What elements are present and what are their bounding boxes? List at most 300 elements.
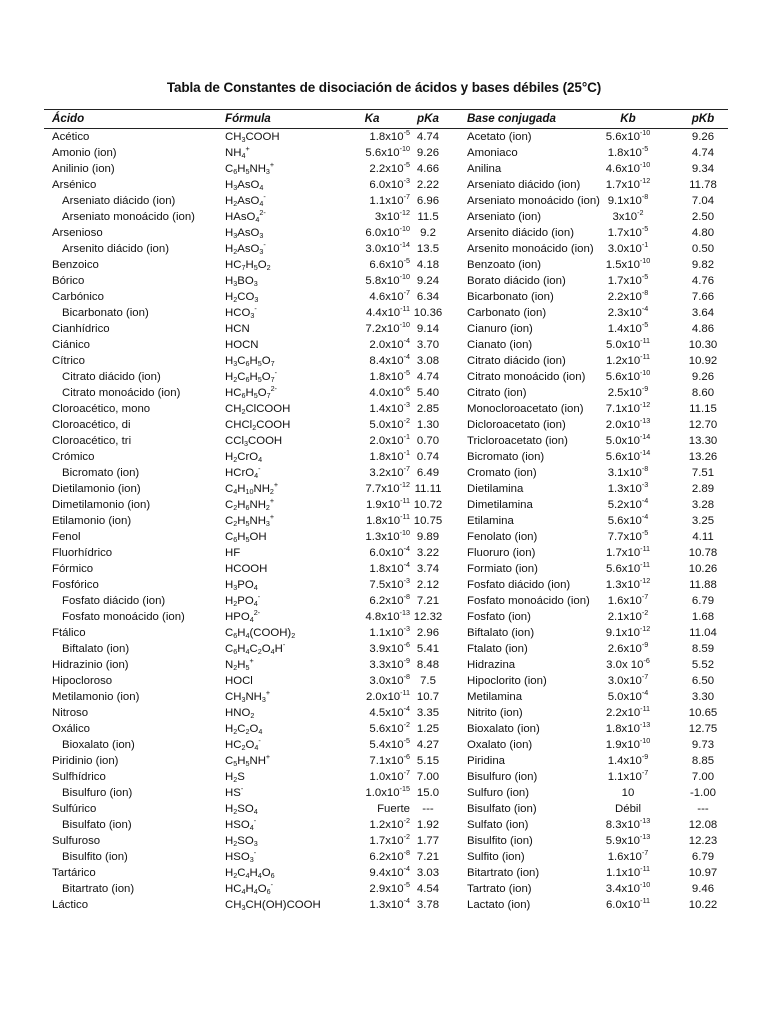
pka-value: 1.77 [416, 835, 440, 847]
table-row [44, 129, 728, 145]
formula: $H_3AsO_4$ [225, 179, 264, 192]
pka-value: 10.7 [416, 691, 440, 703]
pka-value: 3.22 [416, 547, 440, 559]
pkb-value: 10.78 [688, 547, 718, 559]
ka-value: $1.1x10^{-3}$ [369, 624, 410, 639]
ka-value: $1.8x10^{-1}$ [369, 448, 410, 463]
table-row [44, 673, 728, 689]
kb-value: $1.3x10^{-12}$ [605, 576, 651, 591]
table-row [44, 833, 728, 849]
pka-value: 2.22 [416, 179, 440, 191]
ka-value: $1.0x10^{-7}$ [369, 768, 410, 783]
conjugate-base-name: Fosfato diácido (ion) [467, 579, 571, 591]
conjugate-base-name: Piridina [467, 755, 505, 767]
acid-name: Benzoico [52, 259, 99, 271]
pka-value: 7.5 [420, 675, 436, 687]
acid-name: Fluorhídrico [52, 547, 113, 559]
pka-value: 7.00 [416, 771, 440, 783]
pka-value: 3.78 [416, 899, 440, 911]
table-row [44, 481, 728, 497]
formula: $H_2S$ [225, 771, 245, 784]
formula: HCN [225, 323, 250, 335]
ka-value: $1.7x10^{-2}$ [369, 832, 410, 847]
pkb-value: 4.86 [691, 323, 715, 335]
ka-value: $6.6x10^{-5}$ [369, 256, 410, 271]
ka-value: $2.2x10^{-5}$ [369, 160, 410, 175]
conjugate-base-name: Arseniato diácido (ion) [467, 179, 581, 191]
ka-value: Fuerte [377, 803, 410, 815]
conjugate-base-name: Bicarbonato (ion) [467, 291, 554, 303]
pkb-value: 2.89 [691, 483, 715, 495]
formula: $N_2H_5^+$ [225, 656, 254, 672]
table-row [44, 561, 728, 577]
formula: $C_5H_5NH^+$ [225, 752, 271, 768]
acid-name: Bitartrato (ion) [62, 883, 135, 895]
pka-value: 7.21 [416, 595, 440, 607]
pkb-value: 11.04 [689, 627, 717, 639]
pkb-value: 11.78 [689, 179, 717, 191]
pka-value: 10.72 [413, 499, 443, 511]
ka-value: $1.0x10^{-15}$ [365, 784, 410, 799]
table-row [44, 369, 728, 385]
formula: $H_2SO_4$ [225, 803, 258, 816]
conjugate-base-name: Fluoruro (ion) [467, 547, 536, 559]
acid-name: Bisulfuro (ion) [62, 787, 133, 799]
ka-value: $8.4x10^{-4}$ [369, 352, 410, 367]
acid-name: Dimetilamonio (ion) [52, 499, 151, 511]
pka-value: 6.34 [416, 291, 440, 303]
acid-name: Biftalato (ion) [62, 643, 130, 655]
pkb-value: 7.04 [691, 195, 715, 207]
table-row [44, 801, 728, 817]
pkb-value: 7.51 [691, 467, 715, 479]
kb-value: $5.0x10^{-4}$ [607, 688, 649, 703]
table-row [44, 737, 728, 753]
conjugate-base-name: Benzoato (ion) [467, 259, 542, 271]
acid-name: Fosfato diácido (ion) [62, 595, 166, 607]
pkb-value: 4.74 [691, 147, 715, 159]
kb-value: $6.0x10^{-11}$ [605, 896, 651, 911]
formula: $C_4H_{10}NH_2^+$ [225, 480, 279, 496]
pka-value: 1.30 [416, 419, 440, 431]
conjugate-base-name: Cromato (ion) [467, 467, 537, 479]
table-row [44, 529, 728, 545]
kb-value: $4.6x10^{-10}$ [605, 160, 651, 175]
pka-value: 4.74 [416, 131, 440, 143]
pka-value: 9.89 [416, 531, 440, 543]
ka-value: $1.8x10^{-5}$ [369, 368, 410, 383]
kb-value: Débil [615, 803, 641, 815]
acid-name: Cítrico [52, 355, 85, 367]
pka-value: 0.70 [416, 435, 440, 447]
header-acid: Ácido [52, 112, 85, 125]
formula: HOCN [225, 339, 259, 351]
formula: $H_2C_4H_4O_6$ [225, 867, 275, 880]
ka-value: $5.6x10^{-10}$ [365, 144, 410, 159]
formula: $H_2C_6H_5O_7^-$ [225, 368, 277, 384]
kb-value: $1.4x10^{-5}$ [607, 320, 649, 335]
table-header-row [44, 110, 728, 128]
formula: $HSO_4^-$ [225, 816, 257, 832]
pka-value: 7.21 [416, 851, 440, 863]
acid-name: Arseniato diácido (ion) [62, 195, 176, 207]
kb-value: $5.0x10^{-14}$ [605, 432, 651, 447]
kb-value: $5.0x10^{-11}$ [605, 336, 651, 351]
kb-value: $5.6x10^{-11}$ [605, 560, 651, 575]
conjugate-base-name: Bisulfuro (ion) [467, 771, 538, 783]
conjugate-base-name: Metilamina [467, 691, 523, 703]
table-row [44, 417, 728, 433]
acid-name: Hipocloroso [52, 675, 113, 687]
acid-name: Arsénico [52, 179, 97, 191]
table-row [44, 321, 728, 337]
kb-value: $2.1x10^{-2}$ [607, 608, 649, 623]
formula: HAsO$_4^{2-}$ [225, 208, 266, 224]
pka-value: 6.96 [416, 195, 440, 207]
formula: $C_6H_4C_2O_4H^-$ [225, 640, 286, 656]
conjugate-base-name: Sulfito (ion) [467, 851, 525, 863]
table-row [44, 577, 728, 593]
pkb-value: 1.68 [691, 611, 715, 623]
pkb-value: 10.26 [688, 563, 718, 575]
pkb-value: 6.79 [691, 851, 715, 863]
kb-value: $3.4x10^{-10}$ [605, 880, 651, 895]
conjugate-base-name: Biftalato (ion) [467, 627, 535, 639]
pkb-value: 3.25 [691, 515, 715, 527]
kb-value: $2.0x10^{-13}$ [605, 416, 651, 431]
formula: HS- [225, 784, 244, 799]
formula: $H_2CrO_4$ [225, 451, 263, 464]
acid-name: Etilamonio (ion) [52, 515, 132, 527]
pkb-value: 4.11 [692, 531, 714, 543]
pka-value: 10.36 [413, 307, 443, 319]
table-row [44, 385, 728, 401]
table-row [44, 145, 728, 161]
formula: $NH_4^+$ [225, 144, 250, 160]
conjugate-base-name: Tartrato (ion) [467, 883, 532, 895]
conjugate-base-name: Arseniato monoácido (ion) [467, 195, 600, 207]
ka-value: $5.4x10^{-5}$ [369, 736, 410, 751]
formula: CHCl$_2$COOH [225, 419, 291, 432]
table-row [44, 257, 728, 273]
table-row [44, 465, 728, 481]
formula: HCOOH [225, 563, 268, 575]
conjugate-base-name: Amoniaco [467, 147, 518, 159]
ka-value: $7.1x10^{-6}$ [369, 752, 410, 767]
pkb-value: 8.59 [691, 643, 715, 655]
pkb-value: 5.52 [691, 659, 715, 671]
pka-value: 5.41 [416, 643, 440, 655]
pkb-value: 9.26 [691, 371, 715, 383]
formula: $HSO_3^-$ [225, 848, 257, 864]
pka-value: 1.25 [416, 723, 440, 735]
conjugate-base-name: Arseniato (ion) [467, 211, 542, 223]
ka-value: $7.5x10^{-3}$ [369, 576, 410, 591]
pka-value: 6.49 [416, 467, 440, 479]
ka-value: $4.0x10^{-6}$ [369, 384, 410, 399]
formula: $HPO_4^{2-}$ [225, 608, 261, 624]
kb-value: $5.6x10^{-4}$ [607, 512, 649, 527]
ka-value: $1.8x10^{-5}$ [369, 128, 410, 143]
table-row [44, 353, 728, 369]
acid-name: Sulfúrico [52, 803, 97, 815]
acid-name: Fórmico [52, 563, 94, 575]
pka-value: 2.85 [416, 403, 440, 415]
pkb-value: 10.97 [688, 867, 718, 879]
pka-value: 3.08 [416, 355, 440, 367]
acid-name: Cloroacético, tri [52, 435, 132, 447]
kb-value: $9.1x10^{-12}$ [605, 624, 651, 639]
table-row [44, 641, 728, 657]
table-row [44, 689, 728, 705]
ka-value: $3.2x10^{-7}$ [369, 464, 410, 479]
ka-value: $3.3x10^{-9}$ [369, 656, 410, 671]
ka-value: $2.9x10^{-5}$ [369, 880, 410, 895]
pkb-value: 12.23 [688, 835, 718, 847]
pka-value: 4.27 [416, 739, 440, 751]
kb-value: $2.5x10^{-9}$ [607, 384, 649, 399]
table-row [44, 817, 728, 833]
kb-value: $1.6x10^{-7}$ [607, 848, 649, 863]
formula: HOCl [225, 675, 253, 687]
pka-value: 4.18 [416, 259, 440, 271]
pka-value: 2.12 [416, 579, 440, 591]
pka-value: 10.75 [413, 515, 443, 527]
table-row [44, 433, 728, 449]
acid-name: Tartárico [52, 867, 96, 879]
kb-value: 3.0x $10^{-6}$ [606, 656, 650, 671]
acid-name: Bicromato (ion) [62, 467, 140, 479]
ka-value: $5.6x10^{-2}$ [369, 720, 410, 735]
conjugate-base-name: Fenolato (ion) [467, 531, 538, 543]
formula: $CH_3CH(OH)COOH$ [225, 899, 321, 912]
conjugate-base-name: Borato diácido (ion) [467, 275, 566, 287]
acid-name: Sulfuroso [52, 835, 101, 847]
formula: CCl$_3$COOH [225, 435, 283, 448]
pka-value: 11.11 [414, 483, 442, 495]
conjugate-base-name: Ftalato (ion) [467, 643, 528, 655]
formula: $HCO_3^-$ [225, 304, 257, 320]
header-kb: Kb [620, 112, 636, 125]
kb-value: 10 [621, 787, 635, 799]
pkb-value: 3.64 [691, 307, 715, 319]
table-row [44, 609, 728, 625]
ka-value: $7.2x10^{-10}$ [365, 320, 410, 335]
ka-value: $5.8x10^{-10}$ [365, 272, 410, 287]
pka-value: 4.66 [416, 163, 440, 175]
acid-name: Oxálico [52, 723, 90, 735]
conjugate-base-name: Dimetilamina [467, 499, 533, 511]
acid-name: Bisulfato (ion) [62, 819, 132, 831]
kb-value: $2.3x10^{-4}$ [607, 304, 649, 319]
table-row [44, 161, 728, 177]
conjugate-base-name: Bisulfato (ion) [467, 803, 537, 815]
acid-name: Arseniato monoácido (ion) [62, 211, 195, 223]
pkb-value: 8.60 [691, 387, 715, 399]
pkb-value: 9.46 [691, 883, 715, 895]
ka-value: $1.9x10^{-11}$ [365, 496, 410, 511]
pkb-value: 12.08 [688, 819, 718, 831]
formula: $C_6H_5OH$ [225, 531, 267, 544]
pka-value: 12.32 [413, 611, 443, 623]
table-row [44, 897, 728, 913]
conjugate-base-name: Bisulfito (ion) [467, 835, 533, 847]
kb-value: $1.8x10^{-13}$ [605, 720, 651, 735]
header-formula: Fórmula [225, 112, 271, 125]
pka-value: 13.5 [416, 243, 440, 255]
pka-value: 4.74 [416, 371, 440, 383]
acid-name: Hidrazinio (ion) [52, 659, 129, 671]
pka-value: 11.5 [417, 211, 439, 223]
acid-name: Bórico [52, 275, 85, 287]
ka-value: $4.4x10^{-11}$ [365, 304, 410, 319]
pka-value: 3.03 [416, 867, 440, 879]
formula: $HC_7H_5O_2$ [225, 259, 271, 272]
table-row [44, 657, 728, 673]
acid-name: Cianhídrico [52, 323, 110, 335]
constants-table [44, 109, 728, 913]
ka-value: $1.1x10^{-7}$ [369, 192, 410, 207]
conjugate-base-name: Lactato (ion) [467, 899, 531, 911]
kb-value: $5.6x10^{-14}$ [605, 448, 651, 463]
pka-value: 2.96 [416, 627, 440, 639]
conjugate-base-name: Bitartrato (ion) [467, 867, 540, 879]
acid-name: Ftálico [52, 627, 86, 639]
ka-value: $9.4x10^{-4}$ [369, 864, 410, 879]
pkb-value: 12.75 [688, 723, 718, 735]
acid-name: Metilamonio (ion) [52, 691, 140, 703]
pka-value: 5.15 [416, 755, 440, 767]
kb-value: $1.3x10^{-3}$ [607, 480, 649, 495]
ka-value: $1.8x10^{-4}$ [369, 560, 410, 575]
table-row [44, 849, 728, 865]
pkb-value: --- [697, 803, 709, 815]
table-body [44, 129, 728, 913]
acid-name: Citrato diácido (ion) [62, 371, 161, 383]
table-row [44, 497, 728, 513]
conjugate-base-name: Bioxalato (ion) [467, 723, 540, 735]
ka-value: $6.0x10^{-4}$ [369, 544, 410, 559]
pka-value: 1.92 [416, 819, 440, 831]
kb-value: $1.4x10^{-9}$ [607, 752, 649, 767]
table-row [44, 289, 728, 305]
acid-name: Dietilamonio (ion) [52, 483, 141, 495]
pkb-value: 2.50 [691, 211, 715, 223]
kb-value: $1.5x10^{-10}$ [605, 256, 651, 271]
header-ka: Ka [364, 112, 380, 125]
kb-value: $5.6x10^{-10}$ [605, 368, 651, 383]
conjugate-base-name: Dietilamina [467, 483, 524, 495]
kb-value: $5.6x10^{-10}$ [605, 128, 651, 143]
acid-name: Arsenioso [52, 227, 103, 239]
table-row [44, 209, 728, 225]
acid-name: Amonio (ion) [52, 147, 117, 159]
ka-value: $1.8x10^{-11}$ [365, 512, 410, 527]
kb-value: $1.7x10^{-5}$ [607, 224, 649, 239]
kb-value: $8.3x10^{-13}$ [605, 816, 651, 831]
acid-name: Sulfhídrico [52, 771, 106, 783]
ka-value: $3.9x10^{-6}$ [369, 640, 410, 655]
acid-name: Ciánico [52, 339, 90, 351]
table-row [44, 513, 728, 529]
acid-name: Anilinio (ion) [52, 163, 115, 175]
pkb-value: 7.66 [691, 291, 715, 303]
ka-value: $1.3x10^{-4}$ [369, 896, 410, 911]
ka-value: $2.0x10^{-1}$ [369, 432, 410, 447]
ka-value: $1.3x10^{-10}$ [365, 528, 410, 543]
ka-value: $2.0x10^{-4}$ [369, 336, 410, 351]
table-row [44, 865, 728, 881]
formula: HF [225, 547, 241, 559]
pkb-value: 4.80 [691, 227, 715, 239]
table-row [44, 881, 728, 897]
pkb-value: 10.30 [688, 339, 718, 351]
conjugate-base-name: Etilamina [467, 515, 514, 527]
kb-value: $2.2x10^{-8}$ [607, 288, 649, 303]
conjugate-base-name: Carbonato (ion) [467, 307, 547, 319]
pkb-value: -1.00 [690, 787, 716, 799]
pkb-value: 6.50 [691, 675, 715, 687]
acid-name: Carbónico [52, 291, 104, 303]
formula: $H_2PO_4^-$ [225, 592, 261, 608]
pkb-value: 4.76 [691, 275, 715, 287]
formula: $H_2SO_3$ [225, 835, 258, 848]
formula: $CH_3NH_3^+$ [225, 688, 271, 704]
formula: $C_2H_5NH_3^+$ [225, 512, 275, 528]
table-row [44, 225, 728, 241]
header-base: Base conjugada [467, 112, 556, 125]
pkb-value: 12.70 [688, 419, 718, 431]
conjugate-base-name: Cianuro (ion) [467, 323, 533, 335]
kb-value: $2.6x10^{-9}$ [607, 640, 649, 655]
acid-name: Fosfórico [52, 579, 99, 591]
pkb-value: 9.34 [691, 163, 715, 175]
conjugate-base-name: Nitrito (ion) [467, 707, 523, 719]
formula: $H_2C_2O_4$ [225, 723, 263, 736]
acid-name: Láctico [52, 899, 89, 911]
pkb-value: 11.88 [689, 579, 717, 591]
conjugate-base-name: Fosfato (ion) [467, 611, 531, 623]
table-row [44, 305, 728, 321]
ka-value: $6.2x10^{-8}$ [369, 592, 410, 607]
pka-value: 9.14 [416, 323, 440, 335]
conjugate-base-name: Formiato (ion) [467, 563, 538, 575]
pkb-value: 9.26 [691, 131, 715, 143]
table-row [44, 593, 728, 609]
kb-value: $1.6x10^{-7}$ [607, 592, 649, 607]
page-title: Tabla de Constantes de disociación de ácidos y bases débiles (25°C) [166, 80, 602, 95]
ka-value: $4.8x10^{-13}$ [365, 608, 410, 623]
conjugate-base-name: Sulfuro (ion) [467, 787, 530, 799]
conjugate-base-name: Arsenito diácido (ion) [467, 227, 574, 239]
conjugate-base-name: Sulfato (ion) [467, 819, 529, 831]
table-row [44, 177, 728, 193]
kb-value: $3.0x10^{-7}$ [607, 672, 649, 687]
ka-value: $3.0x10^{-8}$ [369, 672, 410, 687]
conjugate-base-name: Oxalato (ion) [467, 739, 533, 751]
pkb-value: 10.22 [688, 899, 718, 911]
conjugate-base-name: Anilina [467, 163, 502, 175]
pka-value: 3.74 [416, 563, 440, 575]
formula: $HC_4H_4O_6^-$ [225, 880, 273, 896]
pkb-value: 11.15 [689, 403, 717, 415]
formula: HCrO$_4$- [225, 464, 261, 480]
ka-value: $1.2x10^{-2}$ [369, 816, 410, 831]
formula: $H_3AsO_3$ [225, 227, 264, 240]
table-row [44, 449, 728, 465]
kb-value: $7.7x10^{-5}$ [607, 528, 649, 543]
pkb-value: 10.92 [688, 355, 718, 367]
